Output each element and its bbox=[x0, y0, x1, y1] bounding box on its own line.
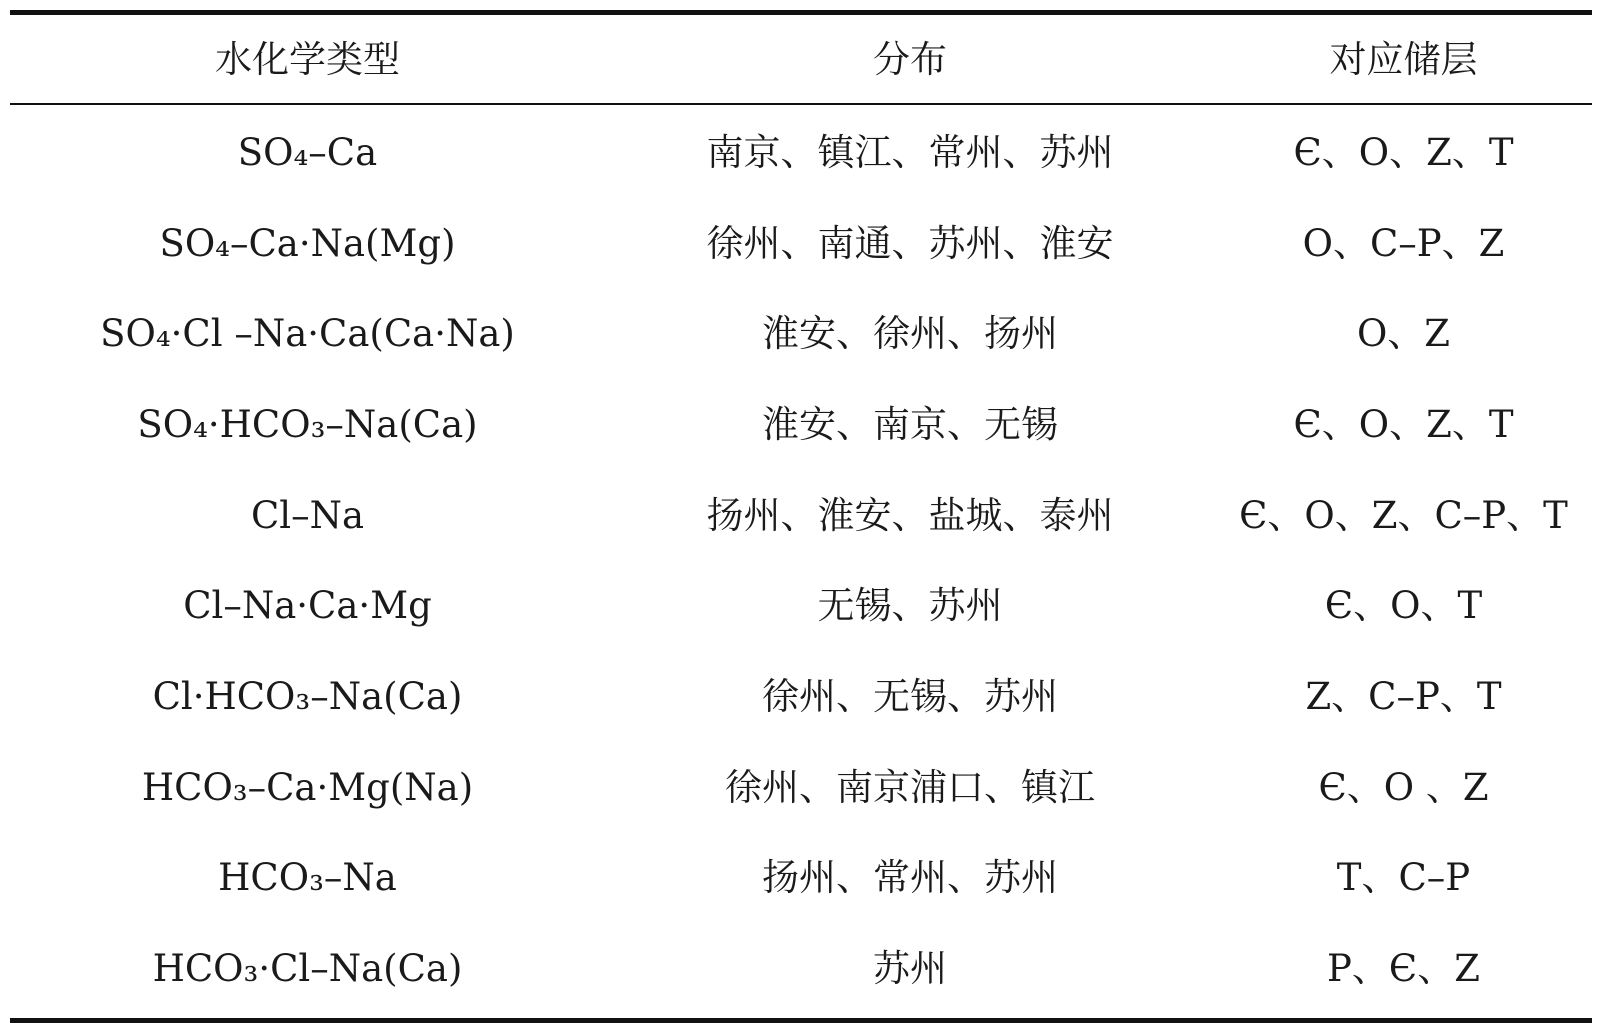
header-hydrochemical-type: 水化学类型 bbox=[215, 37, 400, 81]
cell-hydrochemical-type: HCO₃–Na bbox=[218, 856, 397, 900]
cell-hydrochemical-type: SO₄–Ca bbox=[237, 130, 378, 174]
cell-distribution: 无锡、苏州 bbox=[817, 584, 1003, 628]
cell-distribution: 苏州 bbox=[873, 947, 947, 991]
header-reservoir: 对应储层 bbox=[1329, 37, 1478, 81]
cell-distribution: 淮安、南京、无锡 bbox=[762, 402, 1058, 446]
table-row bbox=[10, 560, 1592, 651]
table-row bbox=[10, 651, 1592, 742]
hydrochemistry-table bbox=[10, 10, 1592, 1023]
cell-distribution: 扬州、淮安、盐城、泰州 bbox=[706, 493, 1114, 537]
cell-distribution: 南京、镇江、常州、苏州 bbox=[706, 130, 1114, 174]
cell-reservoir: T、C–P bbox=[1336, 856, 1471, 900]
cell-hydrochemical-type: Cl·HCO₃–Na(Ca) bbox=[152, 674, 463, 718]
cell-hydrochemical-type: Cl–Na bbox=[250, 493, 365, 537]
table-row bbox=[10, 107, 1592, 198]
cell-hydrochemical-type: HCO₃·Cl–Na(Ca) bbox=[152, 947, 463, 991]
table-row bbox=[10, 288, 1592, 379]
cell-hydrochemical-type: HCO₃–Ca·Mg(Na) bbox=[141, 765, 474, 809]
cell-reservoir: O、C–P、Z bbox=[1302, 221, 1505, 265]
cell-reservoir: Є、O、Z、T bbox=[1293, 130, 1514, 174]
table-header-row bbox=[10, 15, 1592, 103]
cell-reservoir: Є、O、T bbox=[1324, 584, 1483, 628]
table-row bbox=[10, 742, 1592, 833]
cell-reservoir: P、Є、Z bbox=[1327, 947, 1480, 991]
table-row bbox=[10, 470, 1592, 561]
cell-reservoir: O、Z bbox=[1356, 312, 1451, 356]
table-row bbox=[10, 923, 1592, 1014]
cell-hydrochemical-type: SO₄–Ca·Na(Mg) bbox=[159, 221, 456, 265]
table-row bbox=[10, 833, 1592, 924]
cell-hydrochemical-type: Cl–Na·Ca·Mg bbox=[183, 584, 432, 628]
cell-hydrochemical-type: SO₄·Cl –Na·Ca(Ca·Na) bbox=[100, 312, 515, 356]
cell-distribution: 徐州、无锡、苏州 bbox=[762, 674, 1058, 718]
cell-distribution: 徐州、南京浦口、镇江 bbox=[725, 765, 1095, 809]
cell-distribution: 徐州、南通、苏州、淮安 bbox=[706, 221, 1114, 265]
cell-hydrochemical-type: SO₄·HCO₃–Na(Ca) bbox=[137, 402, 478, 446]
cell-distribution: 淮安、徐州、扬州 bbox=[762, 312, 1058, 356]
table-row bbox=[10, 379, 1592, 470]
cell-reservoir: Є、O 、Z bbox=[1318, 765, 1489, 809]
cell-reservoir: Є、O、Z、T bbox=[1293, 402, 1514, 446]
header-distribution: 分布 bbox=[873, 37, 947, 81]
cell-distribution: 扬州、常州、苏州 bbox=[762, 856, 1058, 900]
table-row bbox=[10, 198, 1592, 289]
cell-reservoir: Є、O、Z、C–P、T bbox=[1239, 493, 1568, 537]
table-bottom-rule bbox=[10, 1018, 1592, 1023]
cell-reservoir: Z、C–P、T bbox=[1305, 674, 1502, 718]
